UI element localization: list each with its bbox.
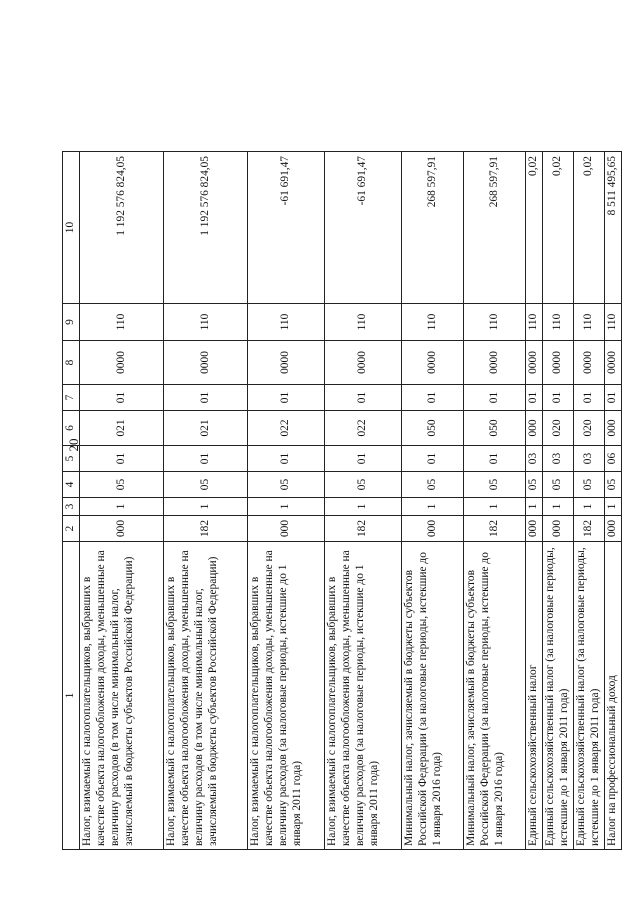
row-code-c7: 01 — [464, 385, 526, 411]
row-amount: -61 691,47 — [325, 152, 402, 304]
row-description: Единый сельскохозяйственный налог (за налоговые периоды, истекшие до 1 января 2011 года) — [573, 542, 604, 850]
row-code-c9: 110 — [164, 304, 248, 341]
row-code-c6: 021 — [80, 411, 164, 446]
table-row — [248, 152, 325, 850]
table-row — [573, 152, 604, 850]
row-description: Налог на профессиональный доход — [604, 542, 621, 850]
row-code-c9: 110 — [80, 304, 164, 341]
row-code-c7: 01 — [164, 385, 248, 411]
table-row — [325, 152, 402, 850]
row-code-c8: 0000 — [526, 341, 543, 385]
row-code-c8: 0000 — [464, 341, 526, 385]
row-amount: 0,02 — [526, 152, 543, 304]
row-code-c9: 110 — [325, 304, 402, 341]
row-amount: 8 511 495,65 — [604, 152, 621, 304]
row-description: Минимальный налог, зачисляемый в бюджеты субъектов Российской Федерации (за налоговые периоды, истекшие до 1 января 2016 года) — [402, 542, 464, 850]
row-code-c7: 01 — [542, 385, 573, 411]
row-code-c4: 05 — [464, 472, 526, 498]
row-code-c8: 0000 — [80, 341, 164, 385]
row-code-c3: 1 — [526, 498, 543, 516]
row-description: Налог, взимаемый с налогоплательщиков, выбравших в качестве объекта налогообложения доходы, уменьшенные на величину расходов (в том числе минимальный налог, зачисляемый в бюджеты субъектов Российской Федерации) — [80, 542, 164, 850]
row-code-c4: 05 — [542, 472, 573, 498]
column-header-2: 2 — [63, 516, 80, 542]
row-description: Налог, взимаемый с налогоплательщиков, выбравших в качестве объекта налогообложения доходы, уменьшенные на величину расходов (за налоговые периоды, истекшие до 1 января 2011 года) — [248, 542, 325, 850]
row-code-c8: 0000 — [325, 341, 402, 385]
row-code-c6: 050 — [464, 411, 526, 446]
row-amount: 268 597,91 — [464, 152, 526, 304]
column-header-7: 7 — [63, 385, 80, 411]
row-code-c3: 1 — [464, 498, 526, 516]
row-code-c3: 1 — [573, 498, 604, 516]
row-code-c3: 1 — [248, 498, 325, 516]
row-code-c4: 05 — [248, 472, 325, 498]
row-code-c8: 0000 — [402, 341, 464, 385]
row-code-c4: 05 — [604, 472, 621, 498]
row-amount: 0,02 — [573, 152, 604, 304]
row-code-c4: 05 — [573, 472, 604, 498]
row-code-c8: 0000 — [573, 341, 604, 385]
row-code-c5: 06 — [604, 446, 621, 472]
row-code-c5: 01 — [164, 446, 248, 472]
rotated-content — [60, 40, 618, 850]
row-code-c5: 03 — [573, 446, 604, 472]
row-code-c9: 110 — [464, 304, 526, 341]
column-header-8: 8 — [63, 341, 80, 385]
row-description: Единый сельскохозяйственный налог — [526, 542, 543, 850]
row-code-c2: 000 — [526, 516, 543, 542]
table-row — [542, 152, 573, 850]
row-code-c4: 05 — [402, 472, 464, 498]
row-amount: 1 192 576 824,05 — [164, 152, 248, 304]
row-code-c5: 01 — [402, 446, 464, 472]
row-code-c3: 1 — [604, 498, 621, 516]
row-code-c2: 182 — [573, 516, 604, 542]
row-code-c3: 1 — [542, 498, 573, 516]
table-row — [604, 152, 621, 850]
row-code-c8: 0000 — [542, 341, 573, 385]
row-code-c4: 05 — [164, 472, 248, 498]
row-code-c7: 01 — [402, 385, 464, 411]
row-code-c2: 182 — [164, 516, 248, 542]
row-code-c5: 01 — [325, 446, 402, 472]
table-row — [526, 152, 543, 850]
table-body — [80, 152, 622, 850]
column-header-3: 3 — [63, 498, 80, 516]
row-code-c3: 1 — [325, 498, 402, 516]
row-code-c6: 000 — [604, 411, 621, 446]
column-header-1: 1 — [63, 542, 80, 850]
row-code-c7: 01 — [248, 385, 325, 411]
row-code-c4: 05 — [325, 472, 402, 498]
row-description: Минимальный налог, зачисляемый в бюджеты субъектов Российской Федерации (за налоговые периоды, истекшие до 1 января 2016 года) — [464, 542, 526, 850]
row-code-c5: 03 — [542, 446, 573, 472]
row-description: Налог, взимаемый с налогоплательщиков, выбравших в качестве объекта налогообложения доходы, уменьшенные на величину расходов (за налоговые периоды, истекшие до 1 января 2011 года) — [325, 542, 402, 850]
row-code-c6: 020 — [542, 411, 573, 446]
column-header-10: 10 — [63, 152, 80, 304]
row-code-c2: 000 — [542, 516, 573, 542]
row-code-c7: 01 — [526, 385, 543, 411]
table-row — [164, 152, 248, 850]
row-code-c9: 110 — [573, 304, 604, 341]
row-code-c2: 000 — [402, 516, 464, 542]
column-header-6: 6 — [63, 411, 80, 446]
row-code-c2: 000 — [248, 516, 325, 542]
row-code-c6: 050 — [402, 411, 464, 446]
row-code-c3: 1 — [80, 498, 164, 516]
row-code-c6: 022 — [325, 411, 402, 446]
budget-revenue-table — [62, 151, 622, 850]
row-code-c7: 01 — [573, 385, 604, 411]
column-header-5: 5 — [63, 446, 80, 472]
row-code-c2: 182 — [464, 516, 526, 542]
row-code-c2: 000 — [604, 516, 621, 542]
row-code-c9: 110 — [526, 304, 543, 341]
row-amount: 268 597,91 — [402, 152, 464, 304]
row-code-c2: 182 — [325, 516, 402, 542]
row-code-c6: 022 — [248, 411, 325, 446]
row-code-c9: 110 — [248, 304, 325, 341]
row-description: Единый сельскохозяйственный налог (за налоговые периоды, истекшие до 1 января 2011 года) — [542, 542, 573, 850]
table-row — [80, 152, 164, 850]
row-code-c9: 110 — [542, 304, 573, 341]
row-code-c4: 05 — [80, 472, 164, 498]
row-code-c7: 01 — [604, 385, 621, 411]
row-code-c4: 05 — [526, 472, 543, 498]
row-code-c8: 0000 — [248, 341, 325, 385]
row-code-c3: 1 — [402, 498, 464, 516]
row-code-c9: 110 — [604, 304, 621, 341]
page-number: 20 — [66, 438, 81, 452]
row-code-c7: 01 — [325, 385, 402, 411]
row-amount: -61 691,47 — [248, 152, 325, 304]
row-code-c5: 01 — [464, 446, 526, 472]
row-code-c9: 110 — [402, 304, 464, 341]
table-header — [63, 152, 80, 850]
column-header-4: 4 — [63, 472, 80, 498]
row-code-c5: 03 — [526, 446, 543, 472]
row-code-c8: 0000 — [604, 341, 621, 385]
row-code-c5: 01 — [248, 446, 325, 472]
table-row — [464, 152, 526, 850]
row-code-c8: 0000 — [164, 341, 248, 385]
row-code-c7: 01 — [80, 385, 164, 411]
column-header-9: 9 — [63, 304, 80, 341]
row-code-c3: 1 — [164, 498, 248, 516]
row-code-c6: 020 — [573, 411, 604, 446]
row-amount: 0,02 — [542, 152, 573, 304]
row-code-c5: 01 — [80, 446, 164, 472]
row-description: Налог, взимаемый с налогоплательщиков, выбравших в качестве объекта налогообложения доходы, уменьшенные на величину расходов (в том числе минимальный налог, зачисляемый в бюджеты субъектов Российской Федерации) — [164, 542, 248, 850]
row-code-c2: 000 — [80, 516, 164, 542]
row-amount: 1 192 576 824,05 — [80, 152, 164, 304]
table-row — [402, 152, 464, 850]
row-code-c6: 021 — [164, 411, 248, 446]
row-code-c6: 000 — [526, 411, 543, 446]
